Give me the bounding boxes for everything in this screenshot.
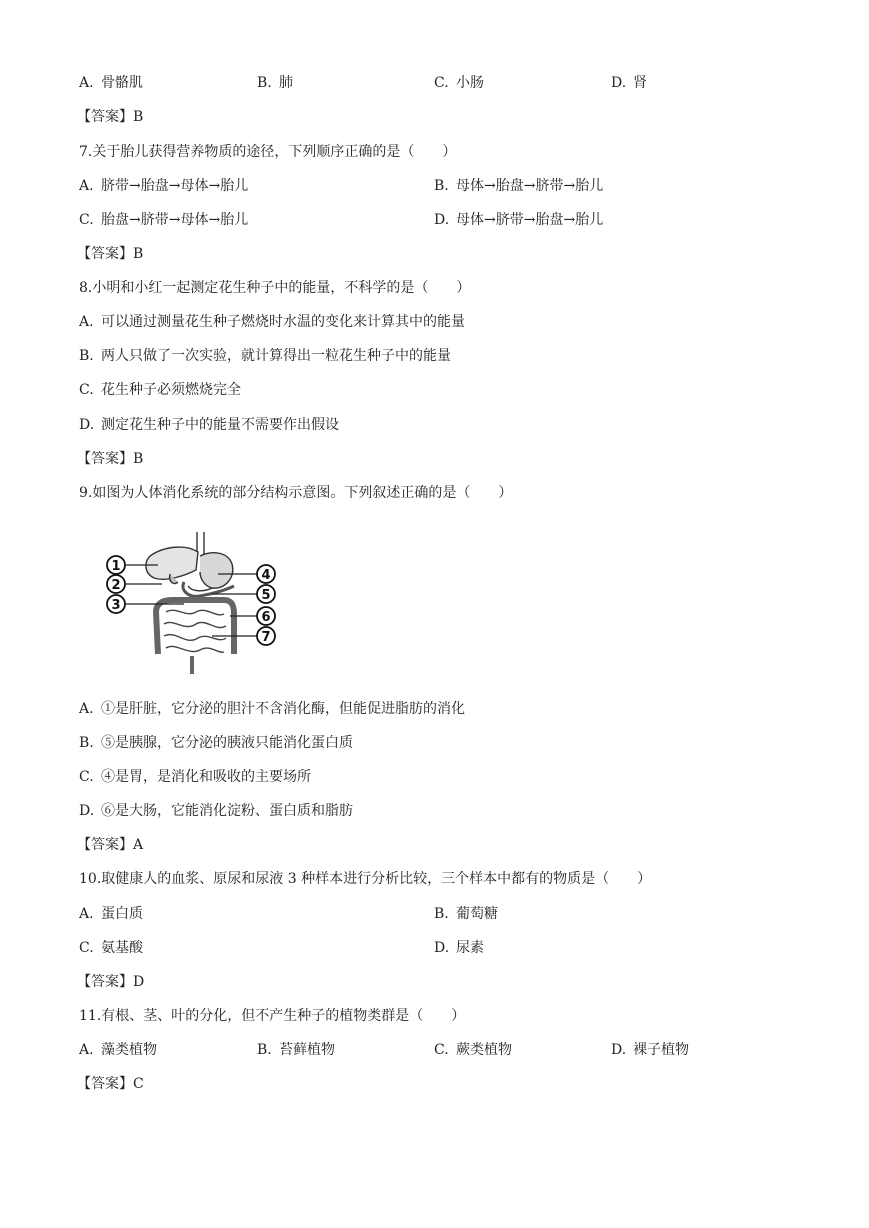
q7-option-b: B. 母体→胎盘→脐带→胎儿 [434, 178, 604, 194]
q10-option-b: B. 葡萄糖 [434, 906, 498, 922]
q9-option-b: B. ⑤是胰腺，它分泌的胰液只能消化蛋白质 [79, 735, 353, 751]
q8-option-c: C. 花生种子必须燃烧完全 [79, 382, 241, 398]
q7-option-a: A. 脐带→胎盘→母体→胎儿 [79, 178, 249, 194]
q8-option-b: B. 两人只做了一次实验，就计算得出一粒花生种子中的能量 [79, 348, 451, 364]
q7-option-c: C. 胎盘→脐带→母体→胎儿 [79, 212, 249, 228]
q9-answer: 【答案】A [77, 837, 144, 853]
q10-option-a: A. 蛋白质 [79, 906, 143, 922]
q7-stem: 7.关于胎儿获得营养物质的途径，下列顺序正确的是（ ） [79, 144, 457, 160]
q11-answer: 【答案】C [77, 1076, 144, 1092]
figure-label-7: 7 [261, 630, 271, 645]
q9-option-a: A. ①是肝脏，它分泌的胆汁不含消化酶，但能促进脂肪的消化 [79, 701, 465, 717]
q8-answer: 【答案】B [77, 451, 144, 467]
q10-option-d: D. 尿素 [434, 940, 484, 956]
figure-label-6: 6 [261, 610, 271, 625]
q11-option-c: C. 蕨类植物 [434, 1042, 512, 1058]
q11-option-b: B. 苔藓植物 [257, 1042, 335, 1058]
q10-answer: 【答案】D [77, 974, 145, 990]
digestive-system-figure [100, 528, 280, 678]
figure-label-1: 1 [111, 559, 121, 574]
q10-stem: 10.取健康人的血浆、原尿和尿液 3 种样本进行分析比较，三个样本中都有的物质是（ ） [79, 871, 652, 887]
q8-stem: 8.小明和小红一起测定花生种子中的能量，不科学的是（ ） [79, 280, 471, 296]
q6-option-a: A. 骨骼肌 [79, 75, 143, 91]
q7-option-d: D. 母体→脐带→胎盘→胎儿 [434, 212, 604, 228]
q9-option-c: C. ④是胃，是消化和吸收的主要场所 [79, 769, 311, 785]
q8-option-d: D. 测定花生种子中的能量不需要作出假设 [79, 417, 339, 433]
q10-option-c: C. 氨基酸 [79, 940, 143, 956]
q6-option-d: D. 肾 [611, 75, 647, 91]
q11-stem: 11.有根、茎、叶的分化，但不产生种子的植物类群是（ ） [79, 1008, 466, 1024]
figure-label-2: 2 [111, 578, 121, 593]
figure-label-3: 3 [111, 598, 121, 613]
q9-option-d: D. ⑥是大肠，它能消化淀粉、蛋白质和脂肪 [79, 803, 353, 819]
q11-option-d: D. 裸子植物 [611, 1042, 689, 1058]
figure-label-5: 5 [261, 588, 271, 603]
q6-option-b: B. 肺 [257, 75, 293, 91]
q7-answer: 【答案】B [77, 246, 144, 262]
q9-stem: 9.如图为人体消化系统的部分结构示意图。下列叙述正确的是（ ） [79, 485, 513, 501]
q6-answer: 【答案】B [77, 109, 144, 125]
q6-option-c: C. 小肠 [434, 75, 484, 91]
figure-label-4: 4 [261, 568, 271, 583]
q11-option-a: A. 藻类植物 [79, 1042, 157, 1058]
q8-option-a: A. 可以通过测量花生种子燃烧时水温的变化来计算其中的能量 [79, 314, 465, 330]
